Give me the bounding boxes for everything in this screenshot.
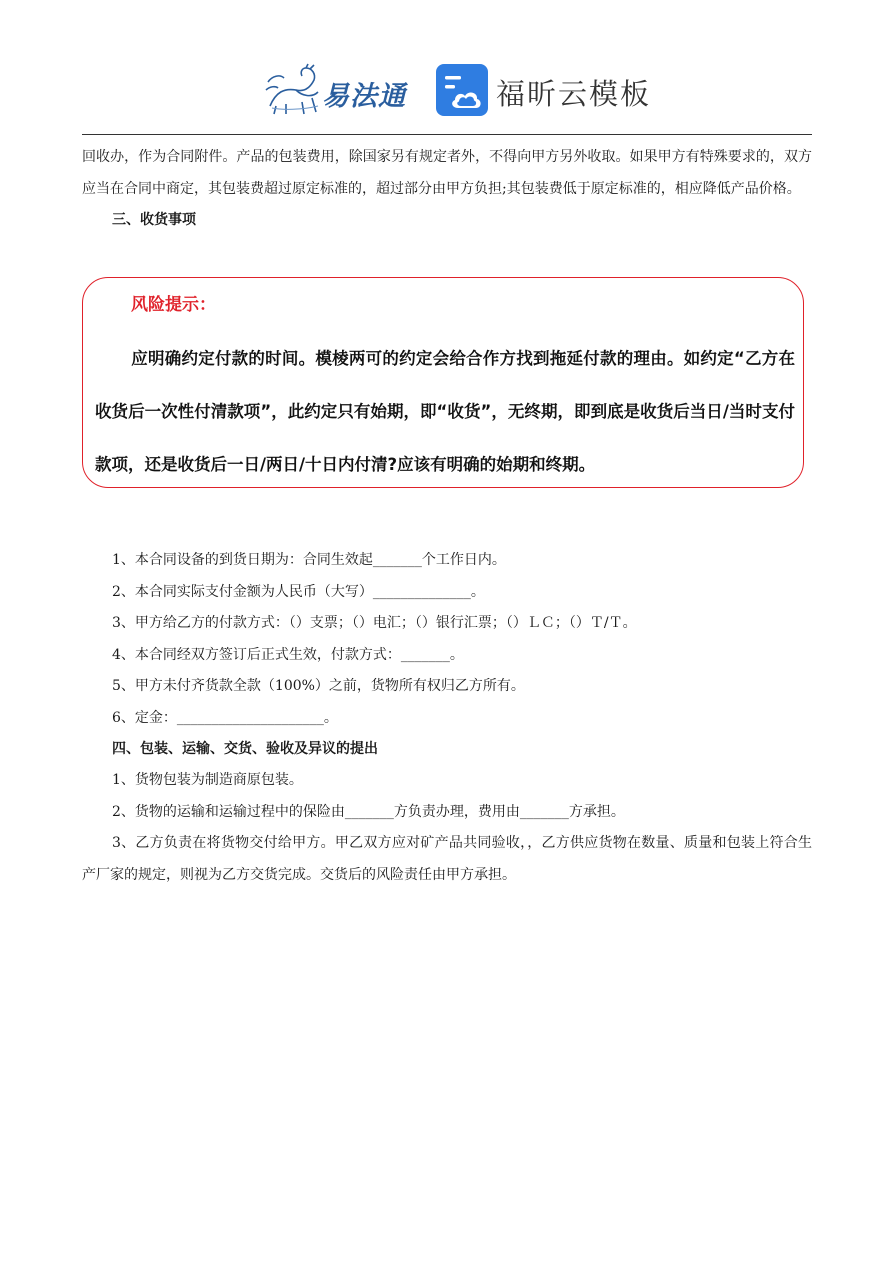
list-item: 5、甲方未付齐货款全款（100%）之前，货物所有权归乙方所有。 [112,678,525,694]
risk-notice-body [95,332,795,491]
intro-section [82,142,812,236]
section3-title: 三、收货事项 [112,212,196,228]
list-item: 4、本合同经双方签订后正式生效，付款方式：_______。 [112,646,464,663]
list-item: 1、本合同设备的到货日期为：合同生效起_______个工作日内。 [112,552,506,568]
risk-notice-title: 风险提示： [131,295,216,315]
risk-notice-box [82,277,804,488]
page-header [0,58,893,122]
list-item: 1、货物包装为制造商原包装。 [112,772,303,788]
foxit-cloud-template-logo-text: 福昕云模板 [496,77,652,111]
risk-notice-text: 应明确约定付款的时间。模棱两可的约定会给合作方找到拖延付款的理由。如约定“乙方在收货后一次性付清款项”，此约定只有始期，即“收货”，无终期，即到底是收货后当日/当时支付款项，还是收货后一日/两日/十日内付清?应该有明确的始期和终期。 [95,349,795,474]
header-divider [82,134,812,135]
foxit-cloud-template-logo-icon [436,64,488,116]
yifatong-logo-text: 易法通 [322,81,406,112]
section4-title: 四、包装、运输、交货、验收及异议的提出 [112,741,378,757]
list-item: 6、定金：_____________________。 [112,709,338,726]
list-item: 2、本合同实际支付金额为人民币（大写）______________。 [112,583,485,600]
intro-paragraph: 回收办，作为合同附件。产品的包装费用，除国家另有规定者外，不得向甲方另外收取。如果甲方有特殊要求的，双方应当在合同中商定，其包装费超过原定标准的，超过部分由甲方负担;其包装费低于原定标准的，相应降低产品价格。 [82,149,812,197]
list-item: 2、货物的运输和运输过程中的保险由_______方负责办理，费用由_______方承担。 [112,803,625,820]
list-item: 3、甲方给乙方的付款方式：（）支票；（）电汇；（）银行汇票；（）ＬＣ；（）Ｔ/Ｔ。 [112,615,637,631]
list-item: 3、乙方负责在将货物交付给甲方。甲乙双方应对矿产品共同验收，，乙方供应货物在数量、质量和包装上符合生产厂家的规定，则视为乙方交货完成。交货后的风险责任由甲方承担。 [82,835,812,883]
receipt-items-list [82,545,812,891]
